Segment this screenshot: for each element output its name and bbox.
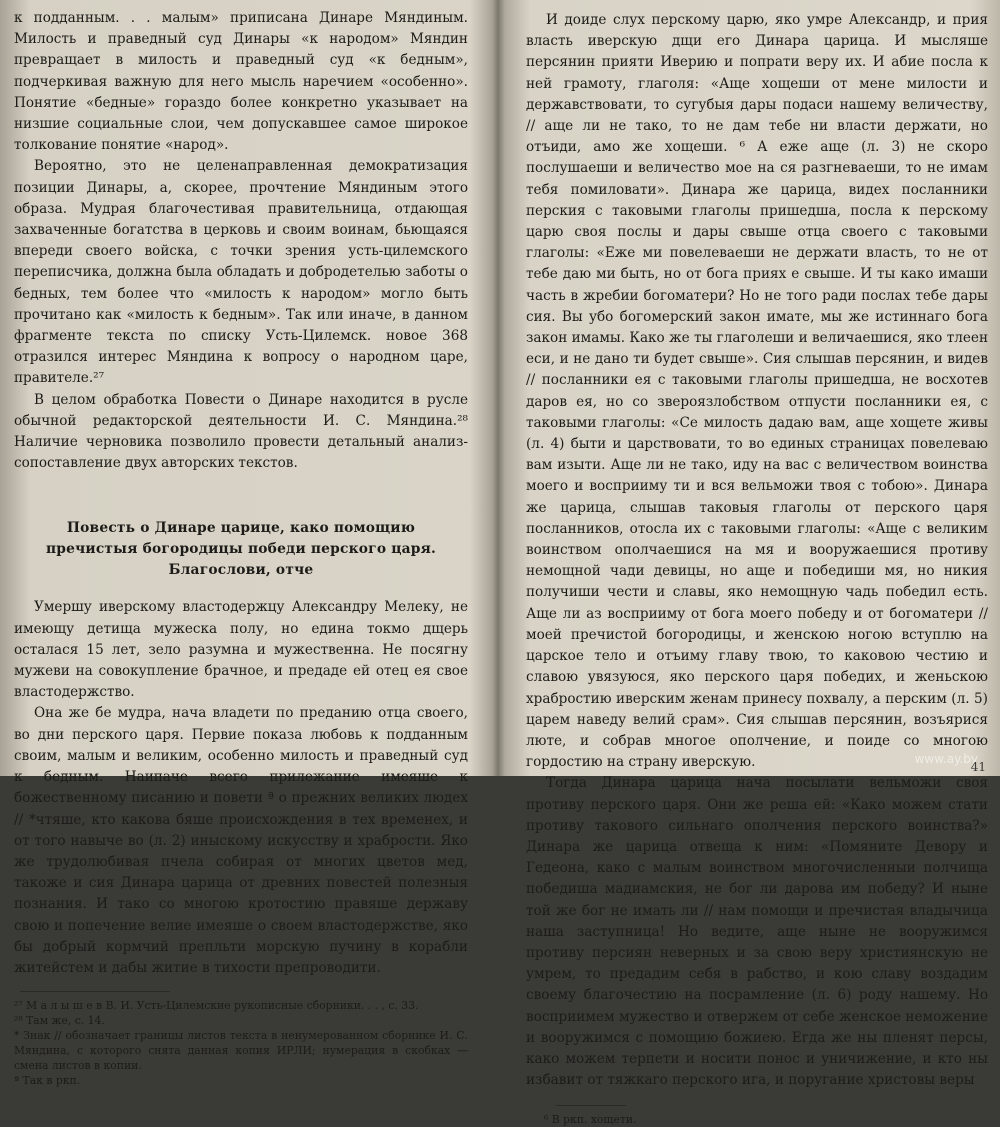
footnote-divider-right <box>556 1105 626 1106</box>
right-page <box>506 0 1000 1127</box>
story-paragraph-2: Она же бе мудра, нача владети по преданию отца своего, во дни перского царя. Первие показа любовь к подданным своим, малым и великим, особенно милость и праведный суд к бедным. Наипаче всего прилежание имеяше к божественному писанию и повети ª о прежних великих людех // *чтяше, кто какова бяше происхождения в тех временех, и от того навыче во (л. 2) иныскому искусству и храбрости. Яко же трудолюбивая пчела собирая от многих цветов мед, такоже и сия Динара царица от древних повестей полезныя познания. И тако со многою кротостию правяше державу свою и попечение велие имеяше о своем властодержстве, яко бы добрый кормчий препльти морскую пучину в корабли житейстем и дабы житие в тихости препроводити. <box>14 705 468 976</box>
footnote-6: ⁶ В ркп. хощети. <box>544 1113 637 1127</box>
footnote-star: * Знак // обозначает границы листов текста в ненумерованном сборнике И. С. Мяндина, с которого снята данная копия ИРЛИ; нумерация в скобках — смена листов в копии. <box>14 1029 468 1073</box>
page-number: 41 <box>970 760 986 774</box>
title-line-3: Благослови, отче <box>168 562 314 579</box>
paragraph-3: В целом обработка Повести о Динаре находится в русле обычной редакторской деятельности И. С. Мяндина.²⁸ Наличие черновика позволило провести детальный анализ-сопоставление двух авторских текстов. <box>14 391 468 472</box>
left-page <box>0 0 490 1088</box>
footnote-27: ²⁷ М а л ы ш е в В. И. Усть-Цилемские рукописные сборники. . . , с. 33. <box>14 999 419 1013</box>
watermark: www.ay.by <box>914 752 978 766</box>
story-paragraph-1: Умершу иверскому властодержцу Александру Мелеку, не имеющу детища мужеска полу, но едина токмо дщерь осталася 15 лет, зело разумна и мужественна. Не посягну мужеви на совокупление брачное, и предаде ей отец ея свое властодержство. <box>14 599 468 701</box>
footnote-divider <box>20 991 170 992</box>
paragraph-1: к подданным. . . малым» приписана Динаре Мяндиным. Милость и праведный суд Динары «к народом» Мяндин превращает в милость и праведный суд «к бедным», подчеркивая важную для него мысль наречием «особенно». Понятие «бедные» гораздо более конкретно указывает на низшие социальные слои, чем допускавшее самое широкое толкование понятие «народ». <box>14 10 468 154</box>
footnote-28: ²⁸ Там же, с. 14. <box>14 1014 105 1028</box>
right-paragraph-2: Тогда Динара царица нача посылати вельможи своя противу перского царя. Они же реша ей: «Како можем стати противу такового сильнаго ополчения перского воинства?» Динара же царица отвеща к ним: «Помяните Девору и Гедеона, како с малым воинством многочисленныи полчища победиша мадиамския, не бог ли дарова им победу? И ныне той же бог не имать ли // нам помощи и пречистая владычица наша заступница! Но ведите, аще ныне не вооружимся противу персиян неверных и за свою веру християнскую не умрем, то предадим себя в рабство, и кою славу воздадим своему благочестию на посрамление (л. 6) роду нашему. Но восприимем мужество и отвержем от себе женское неможение и вооружимся с помощию божиею. Егда же ны пленят персы, како можем терпети и носити понос и уничижение, и кто ны избавит от тяжкаго перского ига, и поругание христовы веры <box>526 775 988 1089</box>
paragraph-2: Вероятно, это не целенаправленная демократизация позиции Динары, а, скорее, прочтение Мяндиным этого образа. Мудрая благочестивая правительница, отдающая захваченные богатства в церковь и своим воинам, бьющаяся впереди своего войска, с точки зрения усть-цилемского переписчика, должна была обладать и добродетелью заботы о бедных, тем более что «милость к народом» могло быть прочитано как «милость к бедным». Так или иначе, в данном фрагменте текста по списку Усть-Цилемск. новое 368 отразился интерес Мяндина к вопросу о народном царе, правителе.²⁷ <box>14 158 468 387</box>
title-line-2: пречистыя богородицы победи перского царя. <box>45 541 437 558</box>
title-line-1: Повесть о Динаре царице, како помощию <box>66 520 416 537</box>
right-paragraph-1: И доиде слух перскому царю, яко умре Александр, и прия власть иверскую дщи его Динара царица. И мысляше персянин прияти Иверию и попрати веру их. И абие посла к ней грамоту, глаголя: «Аще хощеши от мене милости и державствовати, то сугубыя дары подаси нашему величеству, // аще ли не тако, то не дам тебе ни власти держати, но отъиди, амо же хощеши. ⁶ А еже аще (л. 3) не скоро послушаеши и величество мое на ся разгневаеши, то не имам тебя помиловати». Динара же царица, видех посланники перския с таковыми глаголы пришедша, посла к перскому царю своя послы и дары свыше отца своего с таковыми глаголы: «Еже ми повелеваеши не держати власть, то не от тебе даю ми быть, но от бога приях е свыше. И ты како имаши часть в жребии богоматери? Но не того ради послах тебе дары сия. Вы убо богомерский закон имате, мы же истиннаго бога закон имамы. Како же ты глаголеши и величаешися, яко тлеен еси, и не дано ти будет свыше». Сия слышав персянин, и видев // посланники ея с таковыми глаголы пришедша, не восхотев даров ея, но со звероязлобством отпусти посланники ея, с таковыми глаголы: «Се милость дадаю вам, аще хощете живы (л. 4) быти и царствовати, то во единых страницах повелеваю вам изыти. Аще ли не тако, иду на вас с величеством воинства моего и восприиму ти и вся вельможи твоя с тобою». Динара же царица, слышав таковыя глаголы от перского царя посланников, отосла их с таковыми глаголы: «Аще с великим воинством ополчаешися на мя и вооружаешися противу немощной чади девицы, но аще и победиши мя, но никия получиши чести и славы, яко немощную чадь победил есть. Аще ли аз восприиму от бога моего победу и от богоматери // моей пречистой богородицы, и женскою ногою вступлю на царское тело и отъиму главу твою, то каковою честию и славою увязуюся, яко перского царя победих, и женьскою храбростию иверским женам принесу похвалу, а перским (л. 5) царем наведу велий срам». Сия слышав персянин, возъярися люте, и собрав многое ополчение, и поиде со многою гордостию на страну иверскую. <box>526 12 988 771</box>
footnote-a: ª Так в ркп. <box>14 1074 81 1088</box>
story-title <box>14 518 468 581</box>
